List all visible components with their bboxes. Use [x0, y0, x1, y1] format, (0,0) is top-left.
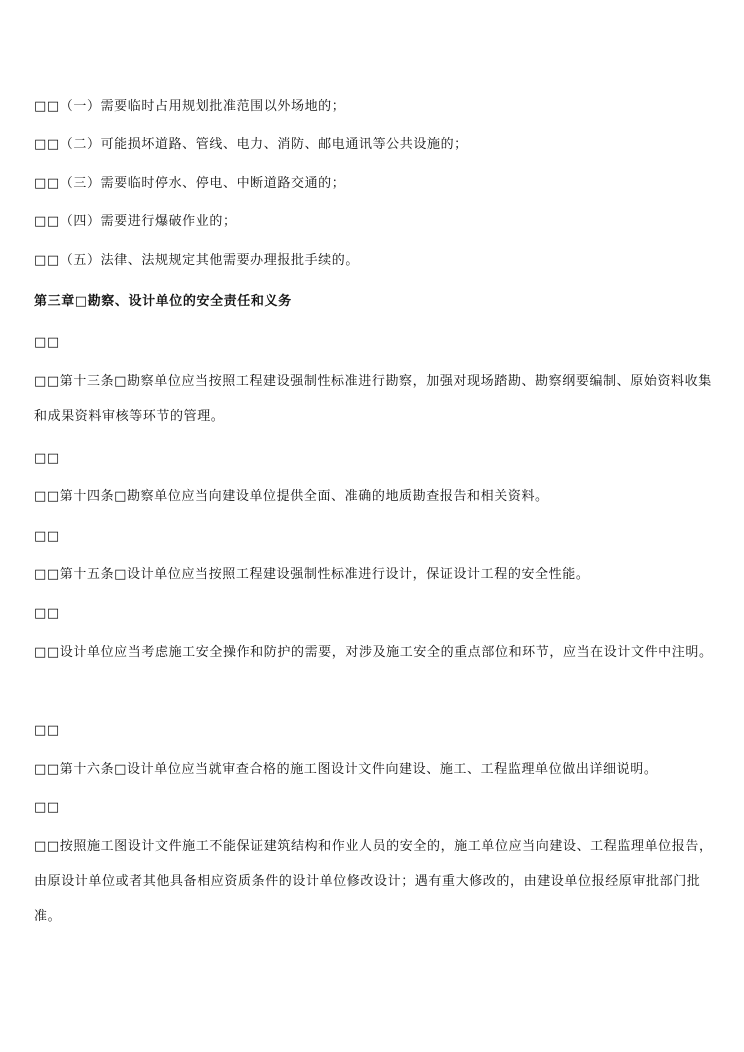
chapter-heading: 第三章□勘察、设计单位的安全责任和义务 [34, 294, 292, 309]
spacer-4: □□ [34, 606, 60, 621]
paragraph-article-15: □□第十五条□设计单位应当按照工程建设强制性标准进行设计，保证设计工程的安全性能。 [34, 567, 590, 582]
list-item-3: □□（三）需要临时停水、停电、中断道路交通的； [34, 176, 346, 191]
list-item-2: □□（二）可能损坏道路、管线、电力、消防、邮电通讯等公共设施的； [34, 137, 468, 152]
paragraph-article-14: □□第十四条□勘察单位应当向建设单位提供全面、准确的地质勘查报告和相关资料。 [34, 489, 549, 504]
spacer-6: □□ [34, 800, 60, 815]
spacer-3: □□ [34, 529, 60, 544]
paragraph-construction-drawings: □□按照施工图设计文件施工不能保证建筑结构和作业人员的安全的，施工单位应当向建设、工程监理单位报告，由原设计单位或者其他具备相应资质条件的设计单位修改设计；遇有重大修改的，由建设单位报经原审批部门批准。 [34, 839, 713, 924]
list-item-1: □□（一）需要临时占用规划批准范围以外场地的； [34, 99, 346, 114]
spacer-2: □□ [34, 451, 60, 466]
paragraph-design-safety: □□设计单位应当考虑施工安全操作和防护的需要，对涉及施工安全的重点部位和环节，应当在设计文件中注明。 [34, 645, 713, 660]
paragraph-article-16: □□第十六条□设计单位应当就审查合格的施工图设计文件向建设、施工、工程监理单位做出详细说明。 [34, 762, 658, 777]
list-item-4: □□（四）需要进行爆破作业的； [34, 214, 237, 229]
spacer-5: □□ [34, 723, 60, 738]
list-item-5: □□（五）法律、法规规定其他需要办理报批手续的。 [34, 253, 359, 268]
spacer-1: □□ [34, 335, 60, 350]
paragraph-article-13: □□第十三条□勘察单位应当按照工程建设强制性标准进行勘察，加强对现场踏勘、勘察纲要编制、原始资料收集和成果资料审核等环节的管理。 [34, 374, 712, 424]
